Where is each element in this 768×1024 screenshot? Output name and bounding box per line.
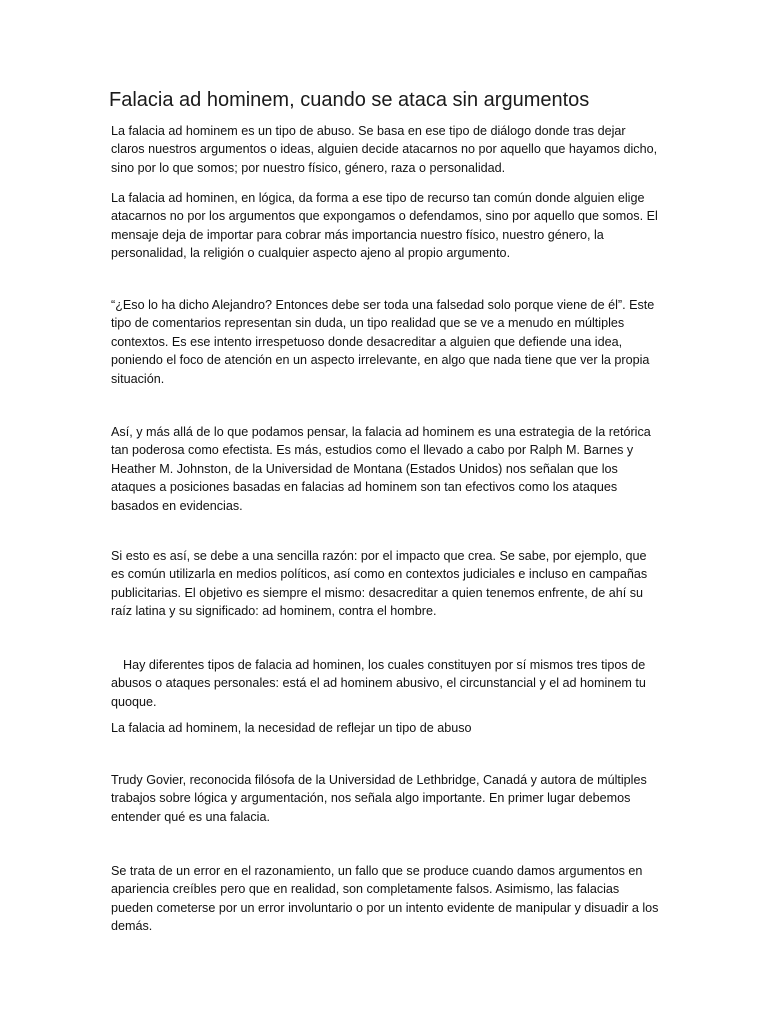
paragraph-intro: La falacia ad hominem es un tipo de abuso. Se basa en ese tipo de diálogo donde tras dejar claros nuestros argumentos o ideas, alguien decide atacarnos no por aquello que hayamos dicho, sino por lo que somos; por nuestro físico, género, raza o personalidad. <box>111 124 658 175</box>
paragraph-types: Hay diferentes tipos de falacia ad hominen, los cuales constituyen por sí mismos tres tipos de abusos o ataques personales: está el ad hominem abusivo, el circunstancial y el ad hominem tu quoque. <box>111 658 646 709</box>
paragraph-example: “¿Eso lo ha dicho Alejandro? Entonces debe ser toda una falsedad solo porque viene de él”. Este tipo de comentarios representan sin duda, un tipo realidad que se ve a menudo en múltiples contextos. Es ese intento irrespetuoso donde desacreditar a alguien que defiende una idea, poniendo el foco de atención en un aspecto irrelevante, en algo que nada tiene que ver la propia situación. <box>111 298 655 386</box>
paragraph-rhetoric: Así, y más allá de lo que podamos pensar, la falacia ad hominem es una estrategia de la retórica tan poderosa como efectista. Es más, estudios como el llevado a cabo por Ralph M. Barnes y Heather M. Johnston, de la Universidad de Montana (Estados Unidos) nos señalan que los ataques a posiciones basadas en falacias ad hominem son tan efectivos como los ataques basados en evidencias. <box>111 425 651 513</box>
paragraph-definition: La falacia ad hominen, en lógica, da forma a ese tipo de recurso tan común donde alguien elige atacarnos no por los argumentos que expongamos o defendamos, sino por aquello que somos. El mensaje deja de importar para cobrar más importancia nuestro físico, nuestro género, la personalidad, la religión o cualquier aspecto ajeno al propio argumento. <box>111 191 658 261</box>
paragraph-govier: Trudy Govier, reconocida filósofa de la Universidad de Lethbridge, Canadá y autora de múltiples trabajos sobre lógica y argumentación, nos señala algo importante. En primer lugar debemos entender qué es una falacia. <box>111 773 647 824</box>
section-subheading: La falacia ad hominem, la necesidad de reflejar un tipo de abuso <box>111 721 472 735</box>
page-title: Falacia ad hominem, cuando se ataca sin argumentos <box>109 89 590 111</box>
paragraph-impact: Si esto es así, se debe a una sencilla razón: por el impacto que crea. Se sabe, por ejemplo, que es común utilizarla en medios políticos, así como en contextos judiciales e incluso en campañas publicitarias. El objetivo es siempre el mismo: desacreditar a quien tenemos enfrente, de ahí su raíz latina y su significado: ad hominem, contra el hombre. <box>111 549 648 619</box>
paragraph-error: Se trata de un error en el razonamiento, un fallo que se produce cuando damos argumentos en apariencia creíbles pero que en realidad, son completamente falsos. Asimismo, las falacias pueden cometerse por un error involuntario o por un intento evidente de manipular y disuadir a los demás. <box>111 864 659 934</box>
